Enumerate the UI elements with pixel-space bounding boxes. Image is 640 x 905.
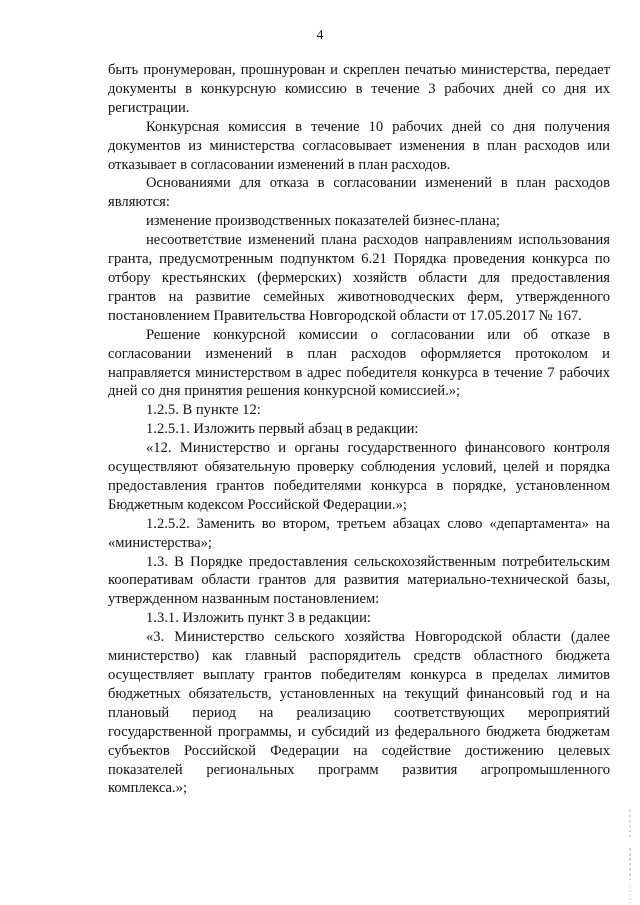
page-number: 4 — [316, 28, 324, 43]
paragraph-continuation: быть пронумерован, прошнурован и скреплен печатью министерства, передает документы в конкурсную комиссию в течение 3 рабочих дней со дня их регистрации. — [108, 62, 610, 116]
paragraph-refusal-grounds: Основаниями для отказа в согласовании изменений в план расходов являются: — [108, 175, 610, 211]
paragraph-clause-3: «3. Министерство сельского хозяйства Новгородской области (далее министерство) как главный распорядитель средств областного бюджета осуществляет выплату грантов победителям конкурса в пределах лимитов бюджетных обязательств, установленных на текущий финансовый год и на плановый период на реализацию соответствующих мероприятий государственной программы, и субсидий из федерального бюджета бюджетам субъектов Российской Федерации на содействие достижению целевых показателей региональных программ развития агропромышленного комплекса.»; — [108, 629, 610, 797]
paragraph-ground-1: изменение производственных показателей бизнес-плана; — [146, 213, 500, 230]
paragraph-item-1-2-5: 1.2.5. В пункте 12: — [146, 402, 261, 419]
paragraph-ground-2: несоответствие изменений плана расходов направлениям использования гранта, предусмотренным подпунктом 6.21 Порядка проведения конкурса по отбору крестьянских (фермерских) хозяйств области для предоставления грантов на развитие семейных животноводческих ферм, утвержденного постановлением Правительства Новгородской области от 17.05.2017 № 167. — [108, 232, 610, 324]
binding-mark — [626, 810, 634, 905]
paragraph-item-1-3-1: 1.3.1. Изложить пункт 3 в редакции: — [146, 610, 371, 627]
paragraph-commission-review: Конкурсная комиссия в течение 10 рабочих дней со дня получения документов из министерства согласовывает изменения в план расходов или отказывает в согласовании изменений в план расходов. — [108, 118, 610, 173]
document-body — [108, 61, 610, 798]
paragraph-clause-12: «12. Министерство и органы государственного финансового контроля осуществляют обязательную проверку соблюдения условий, целей и порядка предоставления грантов победителями конкурса в порядке, установленном Бюджетным кодексом Российской Федерации.»; — [108, 440, 610, 513]
paragraph-item-1-2-5-2: 1.2.5.2. Заменить во втором, третьем абзацах слово «департамента» на «министерства»; — [108, 515, 610, 551]
paragraph-decision: Решение конкурсной комиссии о согласовании или об отказе в согласовании изменений в план расходов оформляется протоколом и направляется министерством в адрес победителя конкурса в течение 7 рабочих дней со дня принятия решения конкурсной комиссией.»; — [108, 326, 610, 400]
paragraph-item-1-2-5-1: 1.2.5.1. Изложить первый абзац в редакции: — [146, 421, 419, 438]
paragraph-item-1-3: 1.3. В Порядке предоставления сельскохозяйственным потребительским кооперативам области грантов для развития материально-технической базы, утвержденном названным постановлением: — [108, 553, 610, 608]
